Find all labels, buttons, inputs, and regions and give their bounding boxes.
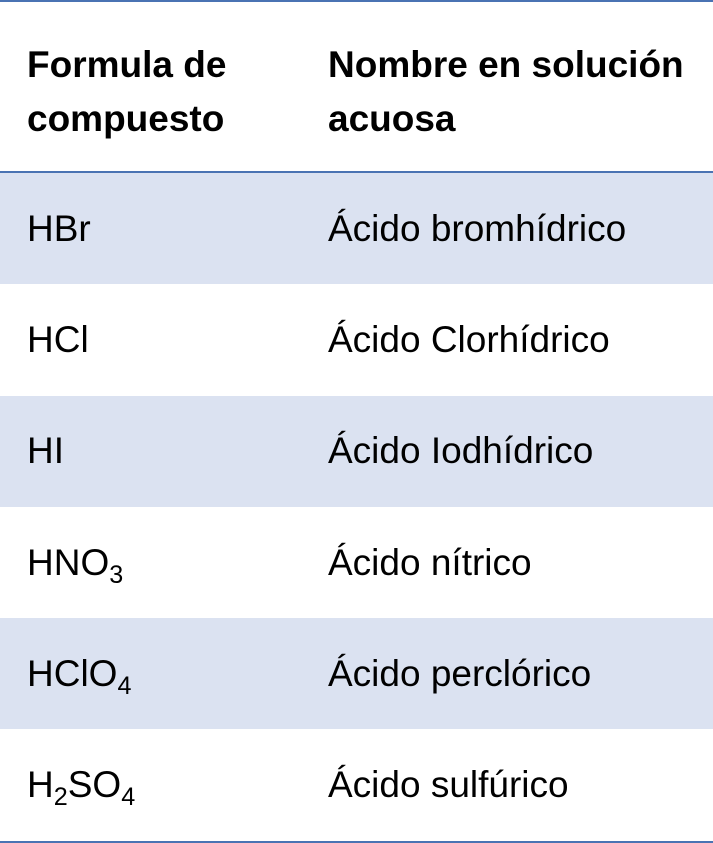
formula-cell — [27, 729, 317, 840]
formula-cell — [27, 173, 317, 284]
formula-subscript: 4 — [121, 783, 136, 812]
formula-text: $HNO_3$ — [27, 541, 124, 589]
formula-text: HCl — [27, 318, 89, 360]
table-row — [0, 396, 713, 507]
table-row — [0, 729, 713, 840]
header-formula: Formula de compuesto — [27, 44, 227, 139]
table-row — [0, 507, 713, 618]
name-cell: Ácido perclórico — [328, 652, 592, 694]
formula-cell — [27, 618, 317, 729]
name-cell: Ácido Clorhídrico — [328, 318, 610, 360]
formula-subscript: 4 — [117, 671, 132, 700]
formula-text: HI — [27, 430, 64, 472]
formula-cell — [27, 284, 317, 395]
table-row — [0, 173, 713, 284]
table-row — [0, 284, 713, 395]
name-cell: Ácido sulfúrico — [328, 764, 569, 806]
table-row — [0, 618, 713, 729]
name-cell: Ácido nítrico — [328, 541, 532, 583]
formula-text: HClO$_4$ — [27, 652, 132, 700]
formula-text: $H_2SO_4$ — [27, 764, 136, 812]
formula-cell — [27, 507, 317, 618]
name-cell: Ácido Iodhídrico — [328, 430, 594, 472]
table-body — [0, 173, 713, 841]
formula-cell — [27, 396, 317, 507]
formula-subscript: 2 — [53, 783, 68, 812]
formula-text: HBr — [27, 207, 91, 249]
formula-subscript: 3 — [109, 560, 124, 589]
header-name: Nombre en solución acuosa — [328, 44, 684, 139]
name-cell: Ácido bromhídrico — [328, 207, 627, 249]
table-header-row — [0, 2, 713, 171]
